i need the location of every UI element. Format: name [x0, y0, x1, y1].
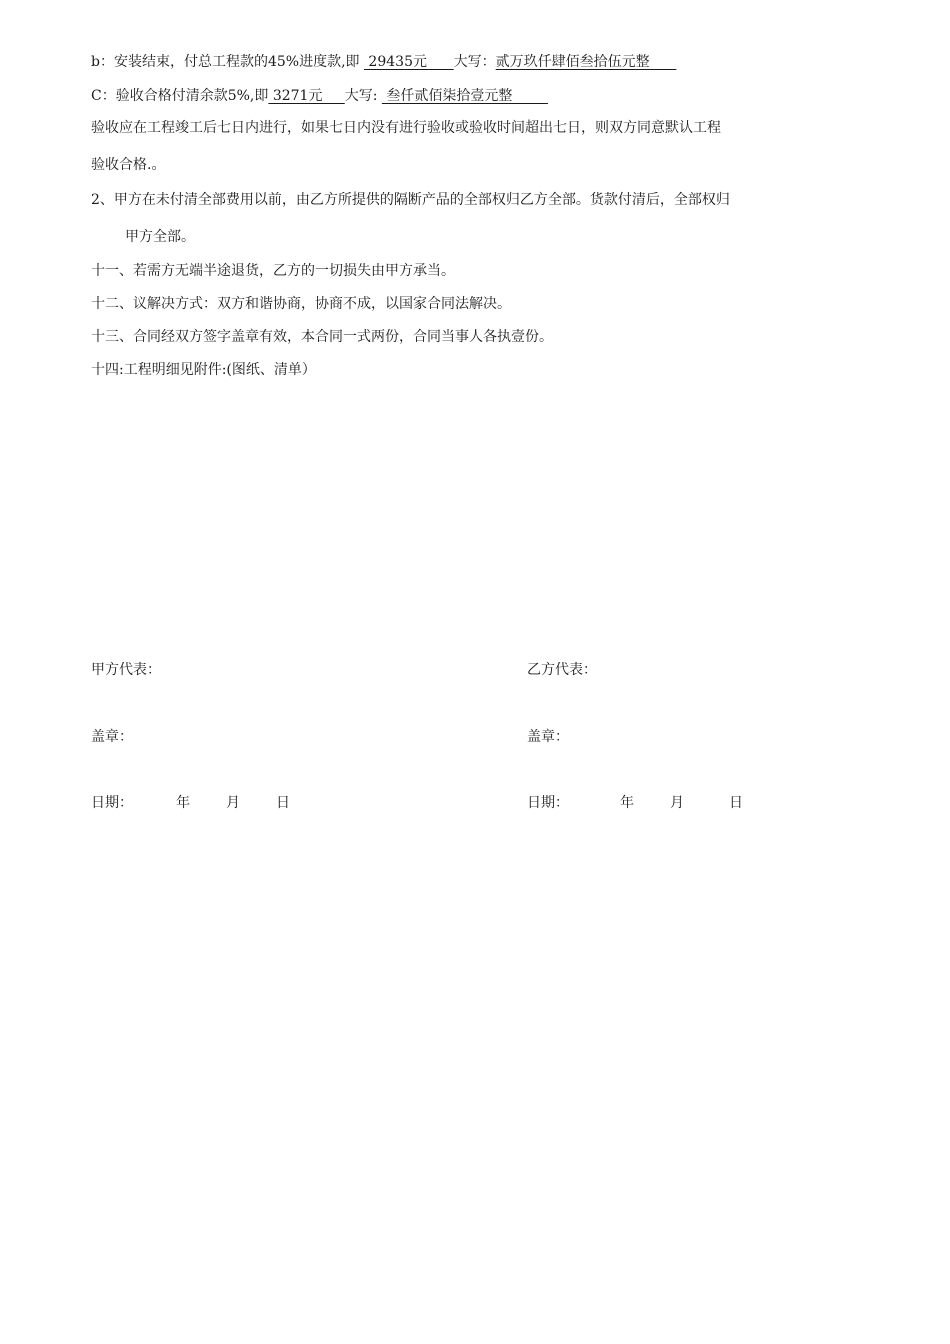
party-a-year: 年 — [176, 795, 190, 811]
payment-c-mid: 大写: — [344, 88, 382, 104]
party-b-seal-label: 盖章： — [527, 729, 569, 745]
party-b-date-label: 日期： — [527, 795, 569, 811]
party-b-rep-label: 乙方代表： — [527, 662, 597, 678]
acceptance-line-1: 验收应在工程竣工后七日内进行，如果七日内没有进行验收或验收时间超出七日，则双方同意默认工程 — [91, 120, 721, 136]
party-b-day: 日 — [729, 795, 743, 811]
party-b-month: 月 — [670, 795, 684, 811]
payment-b-mid: 大写： — [453, 54, 496, 70]
clause-2-line-2: 甲方全部。 — [125, 229, 195, 245]
party-a-month: 月 — [226, 795, 240, 811]
clause-13: 十三、合同经双方签字盖章有效，本合同一式两份，合同当事人各执壹份。 — [91, 329, 553, 345]
payment-b-line — [91, 52, 676, 72]
payment-b-words: 贰万玖仟肆佰叁拾伍元整 — [495, 54, 677, 70]
party-a-day: 日 — [276, 795, 290, 811]
payment-c-line — [91, 86, 548, 106]
clause-12: 十二、议解决方式：双方和谐协商，协商不成，以国家合同法解决。 — [91, 296, 511, 312]
payment-b-prefix: b：安装结束，付总工程款的45%进度款,即 — [91, 54, 364, 70]
party-a-seal-label: 盖章： — [91, 729, 133, 745]
payment-c-words: 叁仟贰佰柒拾壹元整 — [381, 88, 548, 104]
payment-b-amount: 29435元 — [363, 54, 454, 70]
payment-c-prefix: C：验收合格付清余款5%,即 — [91, 88, 269, 104]
party-b-year: 年 — [620, 795, 634, 811]
clause-14: 十四:工程明细见附件:(图纸、清单） — [91, 362, 316, 378]
payment-c-amount: 3271元 — [268, 88, 345, 104]
clause-11: 十一、若需方无端半途退货，乙方的一切损失由甲方承当。 — [91, 263, 455, 279]
party-a-rep-label: 甲方代表： — [91, 662, 161, 678]
acceptance-line-2: 验收合格.。 — [91, 157, 166, 173]
clause-2-line-1: 2、甲方在未付清全部费用以前，由乙方所提供的隔断产品的全部权归乙方全部。货款付清后，全部权归 — [91, 192, 730, 208]
party-a-date-label: 日期： — [91, 795, 133, 811]
